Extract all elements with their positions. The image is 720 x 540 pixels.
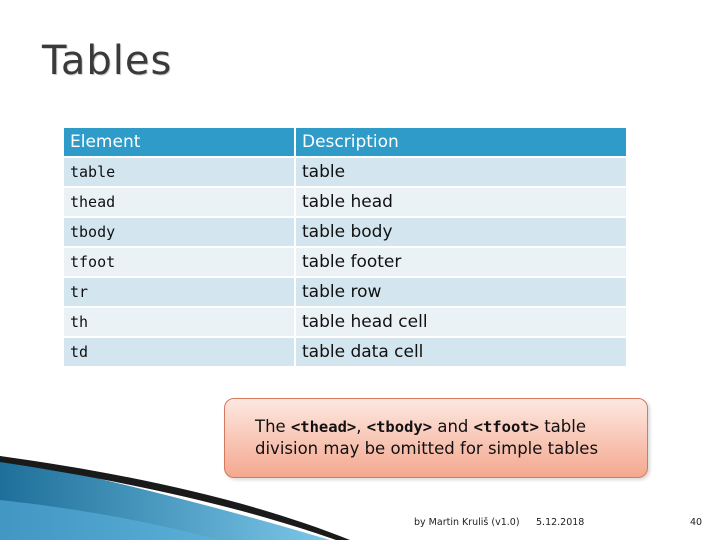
- description-cell: table row: [296, 278, 626, 306]
- note-code-tbody: <tbody>: [366, 418, 433, 436]
- element-cell: tbody: [64, 218, 294, 246]
- element-cell: table: [64, 158, 294, 186]
- element-cell: tr: [64, 278, 294, 306]
- element-cell: td: [64, 338, 294, 366]
- note-text: and: [432, 417, 474, 436]
- table-row: [64, 248, 626, 276]
- description-cell: table data cell: [296, 338, 626, 366]
- description-cell: table footer: [296, 248, 626, 276]
- column-header-description: Description: [296, 128, 626, 156]
- table-row: [64, 158, 626, 186]
- note-code-tfoot: <tfoot>: [473, 418, 539, 436]
- element-cell: th: [64, 308, 294, 336]
- slide-title: Tables: [42, 38, 173, 84]
- column-header-element: Element: [64, 128, 294, 156]
- note-text: The: [255, 417, 291, 436]
- footer-page-number: 40: [690, 517, 703, 528]
- table-row: [64, 218, 626, 246]
- table-header-row: [64, 128, 626, 156]
- table-row: [64, 308, 626, 336]
- table-row: [64, 338, 626, 366]
- callout-note: [224, 398, 648, 478]
- description-cell: table body: [296, 218, 626, 246]
- description-cell: table: [296, 158, 626, 186]
- description-cell: table head: [296, 188, 626, 216]
- note-code-thead: <thead>: [290, 418, 357, 436]
- description-cell: table head cell: [296, 308, 626, 336]
- element-cell: tfoot: [64, 248, 294, 276]
- note-text: table division may be omitted for simple tables: [255, 417, 599, 458]
- note-text: ,: [356, 417, 367, 436]
- table-row: [64, 188, 626, 216]
- elements-table: [62, 126, 628, 368]
- footer-date: 5.12.2018: [536, 517, 585, 528]
- footer-author: by Martin Kruliš (v1.0): [414, 517, 520, 528]
- table-row: [64, 278, 626, 306]
- element-cell: thead: [64, 188, 294, 216]
